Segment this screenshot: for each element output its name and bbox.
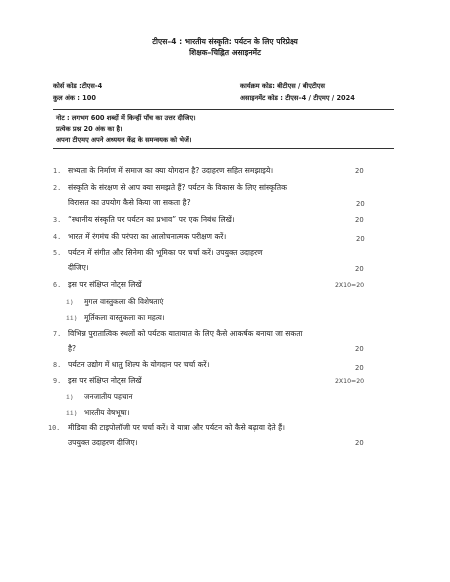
document-title: टीएस–4 : भारतीय संस्कृति: पर्यटन के लिए परिप्रेक्ष्य [152, 37, 298, 46]
notes-top-rule [53, 109, 394, 110]
question-marks: 2X10=20 [335, 378, 365, 385]
sub-question-text: मूर्तिकला वास्तुकला का महत्व। [84, 313, 165, 322]
question-number: 1. [53, 167, 62, 175]
sub-question-number: i) [66, 298, 74, 306]
question-marks: 20 [355, 216, 364, 224]
question-marks: 20 [355, 439, 364, 447]
question-marks: 20 [355, 345, 364, 353]
total-marks: कुल अंक : 100 [53, 94, 96, 102]
question-text: विभिन्न पुरातात्विक स्थलों को पर्यटक यातायात के लिए कैसे आकर्षक बनाया जा सकता [68, 329, 303, 338]
question-number: 2. [53, 184, 62, 192]
question-number: 3. [53, 216, 62, 224]
note-line-3: अपना टीएमए अपने अध्ययन केंद्र के समन्वयक को भेजें। [56, 136, 192, 144]
question-text: संस्कृति के संरक्षण से आप क्या समझते हैं? पर्यटन के विकास के लिए सांस्कृतिक [68, 183, 287, 192]
note-line-1: नोट : लगभग 600 शब्दों में किन्हीं पाँच का उत्तर दीजिए। [56, 114, 196, 122]
sub-question-text: मुगल वास्तुकला की विशेषताएं [84, 297, 164, 306]
question-text-cont: उपयुक्त उदाहरण दीजिए। [68, 438, 138, 447]
question-number: 5. [53, 249, 62, 257]
question-marks: 20 [355, 167, 364, 175]
sub-question-number: ii) [66, 409, 78, 417]
course-code: कोर्स कोड :टीएस-4 [53, 82, 103, 90]
question-marks: 20 [355, 265, 364, 273]
question-number: 10. [48, 424, 61, 432]
question-number: 4. [53, 233, 62, 241]
question-marks: 2X10=20 [335, 282, 365, 289]
question-text: इस पर संक्षिप्त नोट्स लिखें [68, 376, 142, 385]
question-number: 9. [53, 377, 62, 385]
sub-question-text: जनजातीय पहचान [84, 392, 133, 401]
question-marks: 20 [356, 235, 365, 243]
question-text: पर्यटन उद्योग में धातु शिल्प के योगदान पर चर्चा करें। [68, 360, 210, 369]
question-number: 8. [53, 361, 62, 369]
question-number: 6. [53, 281, 62, 289]
note-line-2: प्रत्येक प्रश्न 20 अंक का है। [56, 125, 123, 133]
programme-code: कार्यक्रम कोड: बीटीएस / बीएटीएस [240, 82, 325, 90]
sub-question-number: ii) [66, 314, 78, 322]
question-text: मीडिया की टाइपोलॉजी पर चर्चा करें। वे यात्रा और पर्यटन को कैसे बढ़ावा देते हैं। [68, 423, 286, 432]
notes-bottom-rule [53, 148, 394, 149]
question-marks: 20 [356, 200, 365, 208]
sub-question-number: i) [66, 393, 74, 401]
question-text: पर्यटन में संगीत और सिनेमा की भूमिका पर चर्चा करें। उपयुक्त उदाहरण [68, 248, 263, 257]
question-marks: 20 [355, 364, 364, 372]
question-text-cont: दीजिए। [68, 263, 89, 272]
document-subtitle: शिक्षक–चिह्नित असाइनमेंट [189, 48, 261, 57]
question-text: सभ्यता के निर्माण में समाज का क्या योगदान है? उदाहरण सहित समझाइये। [68, 166, 274, 175]
question-number: 7. [53, 330, 62, 338]
question-text-cont: विरासत का उपयोग कैसे किया जा सकता है? [68, 198, 191, 207]
assignment-code: असाइनमेंट कोड : टीएस–4 / टीएमए / 2024 [240, 94, 355, 102]
question-text: भारत में रंगमंच की परंपरा का आलोचनात्मक परीक्षण करें। [68, 232, 227, 241]
question-text: “स्थानीय संस्कृति पर पर्यटन का प्रभाव” पर एक निबंध लिखें। [68, 215, 235, 224]
sub-question-text: भारतीय वेषभूषा। [84, 408, 130, 417]
question-text: इस पर संक्षिप्त नोट्स लिखें [68, 280, 142, 289]
question-text-cont: है? [68, 344, 77, 353]
